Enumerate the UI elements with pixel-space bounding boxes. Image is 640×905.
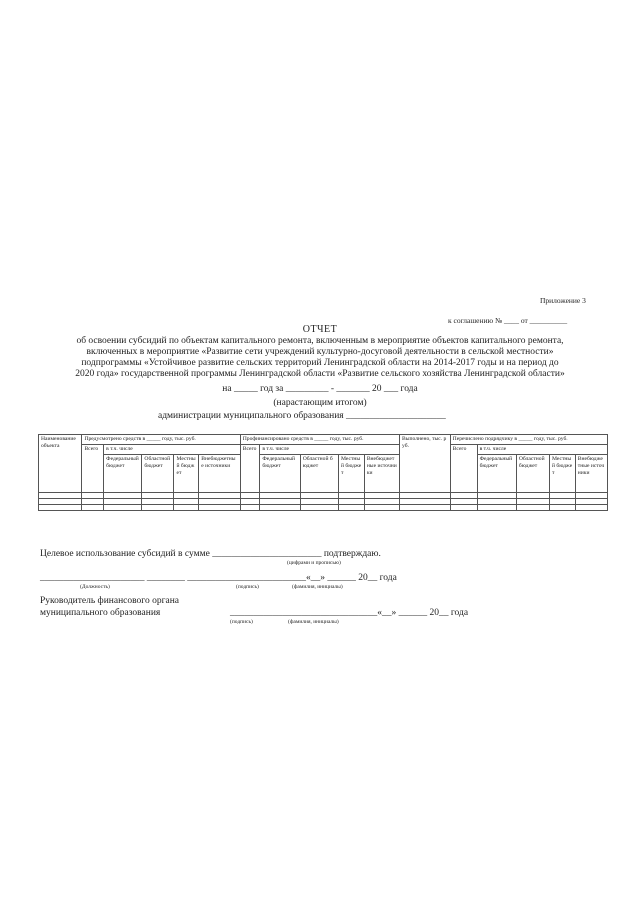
table-cell [364, 504, 399, 510]
title-line-4: 2020 года» государственной программы Ленинградской области «Развитие сельского хозяйства Ленинградской области» [75, 369, 565, 379]
table-cell [82, 504, 104, 510]
header-extrabudget: Внебюджетные источники [199, 454, 240, 492]
header-total: Всего [240, 444, 260, 492]
header-regional: Областной бюджет [516, 454, 549, 492]
title-line-2: включенных в мероприятие «Развитие сети учреждений культурно-досуговой деятельности в сельской местности» [86, 347, 554, 357]
table-cell [477, 504, 516, 510]
administration-line: администрации муниципального образования _____________________ [158, 411, 446, 421]
table-header-row-2 [39, 444, 608, 454]
header-planned: Предусмотрено средств в _____ году, тыс. руб. [82, 435, 240, 445]
confirm-statement: Целевое использование субсидий в сумме _______________________ подтверждаю. [40, 549, 381, 559]
table-cell [142, 504, 174, 510]
table-cell [260, 504, 300, 510]
header-done: Выполнено, тыс. руб. [400, 435, 451, 493]
header-local: Местный бюджет [549, 454, 575, 492]
caption-signature-2: (подпись) [230, 619, 253, 625]
table-cell [450, 504, 477, 510]
header-local: Местный бюджет [338, 454, 364, 492]
table-cell [400, 504, 451, 510]
table-cell [39, 504, 82, 510]
header-extrabudget: Внебюджетные источники [575, 454, 607, 492]
finance-head-label: Руководитель финансового органа [40, 596, 180, 606]
signature-line-1: ______________________ ________ _________________________«__» ______ 20__ года [40, 573, 397, 583]
table-header-row-1 [39, 435, 608, 445]
period-line: на _____ год за _________ - _______ 20 ___ года [222, 384, 418, 394]
table-body [39, 492, 608, 510]
header-regional: Областной бюджет [300, 454, 338, 492]
report-table [38, 434, 608, 511]
header-incl: в т.ч. числе [477, 444, 607, 454]
header-federal: Федеральный бюджет [260, 454, 300, 492]
caption-signature: (подпись) [236, 584, 259, 590]
header-extrabudget: Внебюджетные источники [364, 454, 399, 492]
caption-name-2: (фамилия, инициалы) [288, 619, 339, 625]
header-incl: в т.ч. числе [260, 444, 400, 454]
table-cell [300, 504, 338, 510]
header-federal: Федеральный бюджет [477, 454, 516, 492]
title-line-3: подпрограммы «Устойчивое развитие сельских территорий Ленинградской области на 2014-2017 годы и на период до [81, 358, 559, 368]
table-cell [199, 504, 240, 510]
header-local: Местный бюджет [174, 454, 199, 492]
report-title: ОТЧЕТ [302, 324, 338, 335]
header-object-name: Наименование объекта [39, 435, 82, 493]
signature-line-2: _______________________________«__» ______ 20__ года [230, 608, 469, 618]
table-cell [549, 504, 575, 510]
table-cell [516, 504, 549, 510]
table-cell [338, 504, 364, 510]
cumulative-note: (нарастающим итогом) [273, 398, 367, 408]
table-header-row-3 [39, 454, 608, 492]
confirm-caption: (цифрами и прописью) [287, 560, 341, 566]
table-cell [174, 504, 199, 510]
table-cell [104, 504, 142, 510]
header-financed: Профинансировано средств в _____ году, тыс. руб. [240, 435, 399, 445]
appendix-number: Приложение 3 [540, 296, 586, 305]
header-total: Всего [450, 444, 477, 492]
header-federal: Федеральный бюджет [104, 454, 142, 492]
caption-position: (Должность) [80, 584, 110, 590]
agreement-reference: к соглашению № ____ от __________ [448, 316, 568, 325]
municipality-label: муниципального образования [40, 608, 161, 618]
title-line-1: об освоении субсидий по объектам капитального ремонта, включенным в мероприятие объектов капитального ремонта, [76, 336, 564, 346]
header-incl: в т.ч. числе [104, 444, 241, 454]
table-row [39, 504, 608, 510]
table-cell [575, 504, 607, 510]
caption-name: (фамилия, инициалы) [292, 584, 343, 590]
header-total: Всего [82, 444, 104, 492]
header-regional: Областной бюджет [142, 454, 174, 492]
table-cell [240, 504, 260, 510]
header-transferred: Перечислено подрядчику в _____ году, тыс. руб. [450, 435, 607, 445]
